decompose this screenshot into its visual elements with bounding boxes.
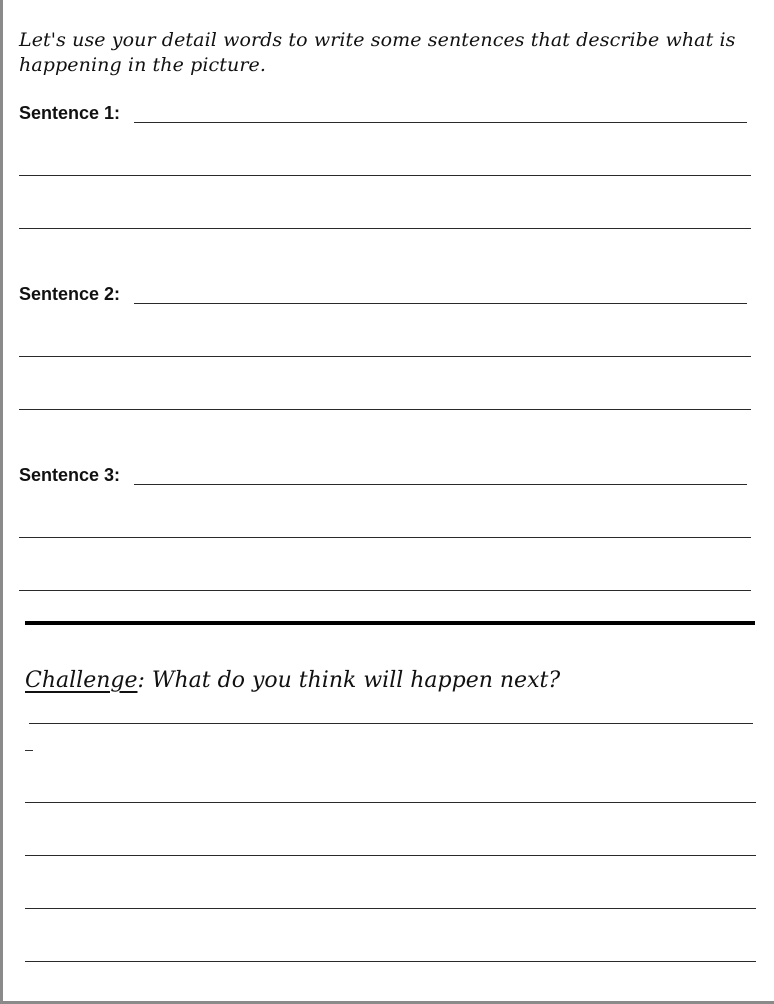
challenge-line-4[interactable]: [25, 908, 756, 909]
sentence-1-line-1[interactable]: [134, 122, 747, 123]
sentence-3-line-1[interactable]: [134, 484, 747, 485]
sentence-2-line-3[interactable]: [19, 409, 751, 410]
sentence-1-line-3[interactable]: [19, 228, 751, 229]
sentence-2-line-1[interactable]: [134, 303, 747, 304]
challenge-separator: :: [137, 668, 145, 693]
sentence-3-label: Sentence 3:: [19, 465, 121, 485]
stray-mark: [25, 750, 33, 751]
sentence-2-label: Sentence 2:: [19, 284, 121, 304]
challenge-line-1[interactable]: [29, 723, 753, 724]
sentence-3-line-3[interactable]: [19, 590, 751, 591]
challenge-question: What do you think will happen next?: [144, 668, 561, 693]
challenge-line-3[interactable]: [25, 855, 756, 856]
instruction-text: Let's use your detail words to write some sentences that describe what is happening in the picture.: [19, 29, 736, 76]
sentence-3-line-2[interactable]: [19, 537, 751, 538]
sentence-1-line-2[interactable]: [19, 175, 751, 176]
challenge-label: Challenge: [25, 668, 138, 693]
sentence-1-label: Sentence 1:: [19, 103, 121, 123]
challenge-line-2[interactable]: [25, 802, 756, 803]
challenge-prompt: [25, 666, 560, 696]
challenge-line-5[interactable]: [25, 961, 756, 962]
section-divider: [25, 621, 755, 625]
sentence-2-line-2[interactable]: [19, 356, 751, 357]
